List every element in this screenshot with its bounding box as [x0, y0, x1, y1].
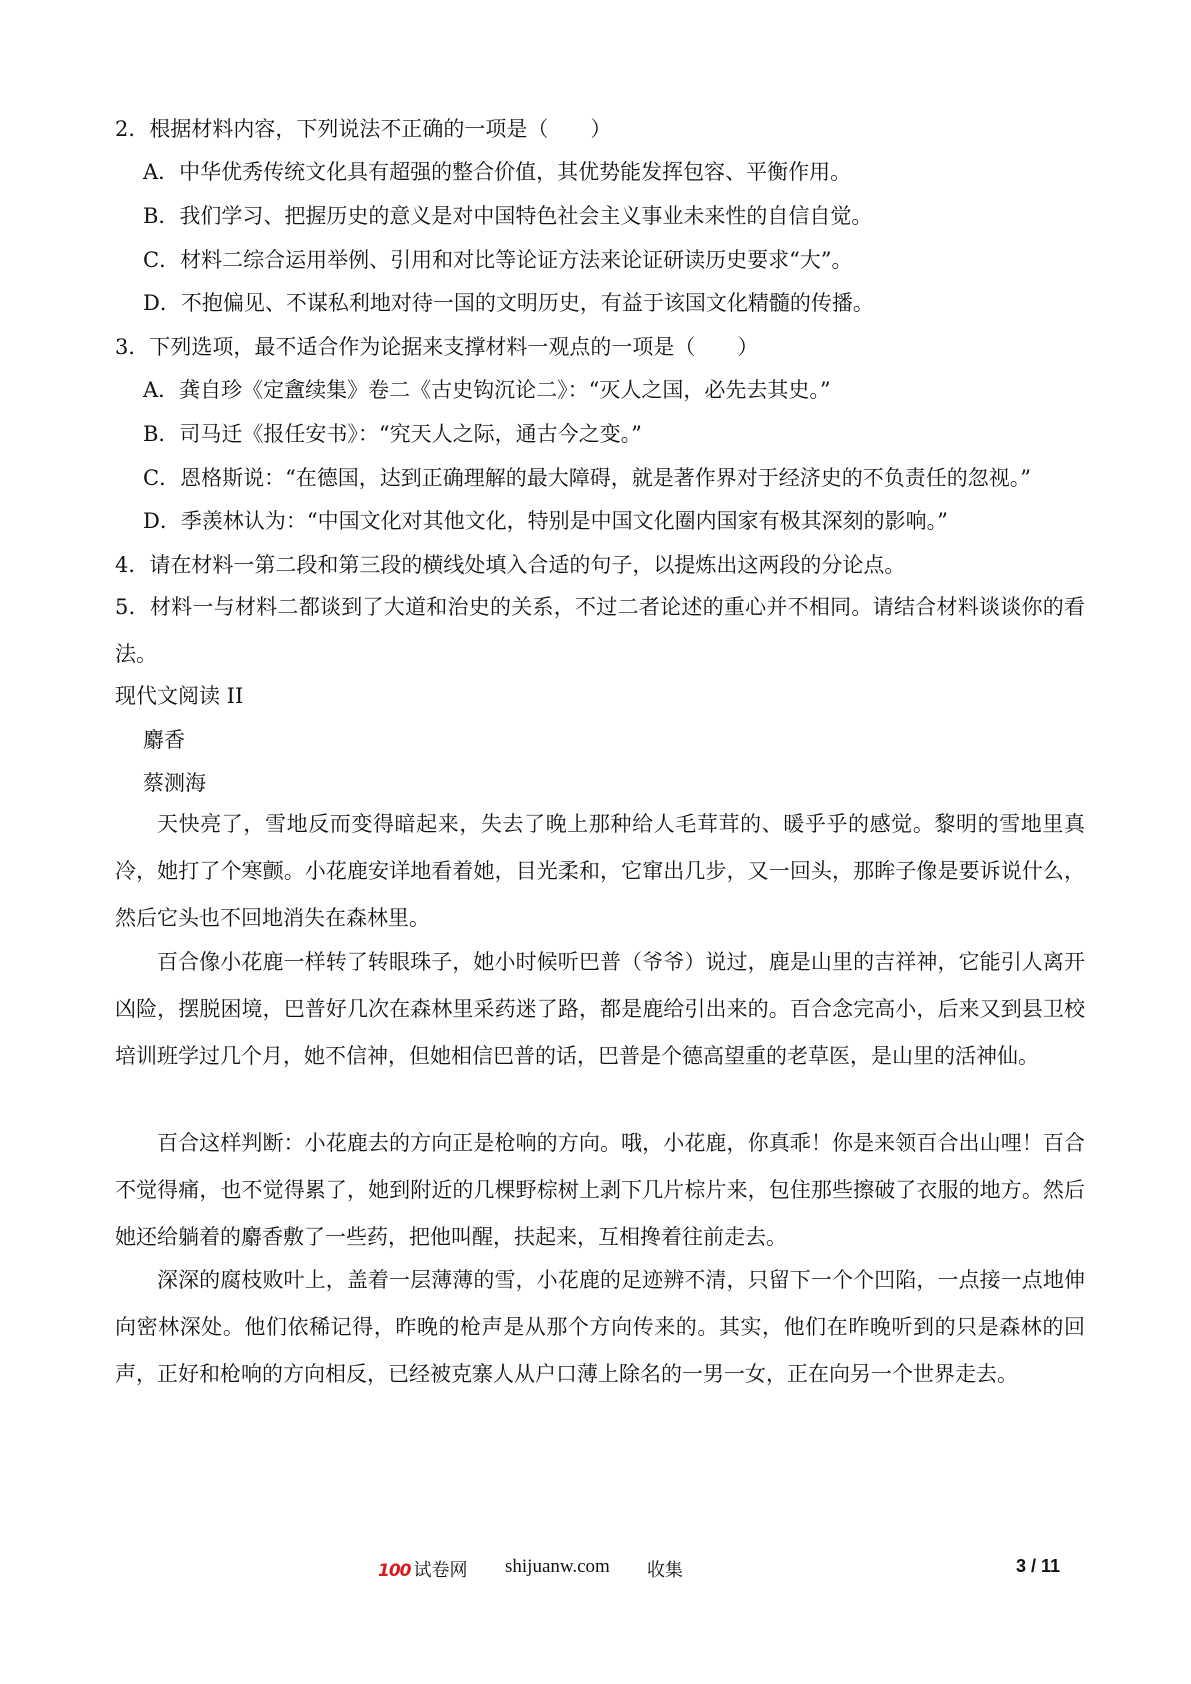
article-paragraph-4: 深深的腐枝败叶上，盖着一层薄薄的雪，小花鹿的足迹辨不清，只留下一个个凹陷，一点接一点地伸向密林深处。他们依稀记得，昨晚的枪声是从那个方向传来的。其实，他们在昨晚听到的只是森林的回声，正好和枪响的方向相反，已经被克寨人从户口薄上除名的一男一女，正在向另一个世界走去。	[115, 1268, 1085, 1386]
article-title: 麝香	[143, 728, 185, 752]
site-logo	[378, 1556, 468, 1582]
logo-text: 试卷网	[413, 1560, 468, 1581]
question-5: 5．材料一与材料二都谈到了大道和治史的关系，不过二者论述的重心并不相同。请结合材料谈谈你的看法。	[115, 595, 1085, 666]
question-3-option-c: C．恩格斯说：“在德国，达到正确理解的最大障碍，就是著作界对于经济史的不负责任的忽视。”	[143, 466, 1032, 490]
collect-label: 收集	[647, 1560, 683, 1581]
logo-number: 100	[378, 1561, 411, 1581]
page-footer	[0, 1556, 1191, 1586]
article-author: 蔡测海	[143, 771, 206, 795]
question-3-stem: 3．下列选项，最不适合作为论据来支撑材料一观点的一项是（ ）	[115, 335, 759, 359]
page-number: 3 / 11	[1016, 1556, 1061, 1576]
question-4: 4．请在材料一第二段和第三段的横线处填入合适的句子，以提炼出这两段的分论点。	[115, 553, 906, 577]
question-2-option-c: C．材料二综合运用举例、引用和对比等论证方法来论证研读历史要求“大”。	[143, 248, 853, 272]
section-title: 现代文阅读 II	[115, 684, 244, 708]
article-paragraph-1: 天快亮了，雪地反而变得暗起来，失去了晚上那种给人毛茸茸的、暖乎乎的感觉。黎明的雪地里真冷，她打了个寒颤。小花鹿安详地看着她，目光柔和，它窜出几步，又一回头，那眸子像是要诉说什么，然后它头也不回地消失在森林里。	[115, 812, 1085, 930]
article-paragraph-3: 百合这样判断：小花鹿去的方向正是枪响的方向。哦，小花鹿，你真乖！你是来领百合出山哩！百合不觉得痛，也不觉得累了，她到附近的几棵野棕树上剥下几片棕片来，包住那些擦破了衣服的地方。然后她还给躺着的麝香敷了一些药，把他叫醒，扶起来，互相搀着往前走去。	[115, 1131, 1085, 1249]
question-3-option-b: B．司马迁《报任安书》：“究天人之际，通古今之变。”	[143, 422, 642, 446]
question-3-option-a: A．龚自珍《定盦续集》卷二《古史钩沉论二》：“灭人之国，必先去其史。”	[143, 378, 831, 402]
question-2-option-d: D．不抱偏见、不谋私利地对待一国的文明历史，有益于该国文化精髓的传播。	[143, 291, 874, 315]
question-2-stem: 2．根据材料内容，下列说法不正确的一项是（ ）	[115, 117, 612, 141]
question-2-option-b: B．我们学习、把握历史的意义是对中国特色社会主义事业未来性的自信自觉。	[143, 204, 873, 228]
question-2-option-a: A．中华优秀传统文化具有超强的整合价值，其优势能发挥包容、平衡作用。	[143, 160, 852, 184]
site-url: shijuanw.com	[505, 1556, 610, 1577]
article-paragraph-2: 百合像小花鹿一样转了转眼珠子，她小时候听巴普（爷爷）说过，鹿是山里的吉祥神，它能引人离开凶险，摆脱困境，巴普好几次在森林里采药迷了路，都是鹿给引出来的。百合念完高小，后来又到县卫校培训班学过几个月，她不信神，但她相信巴普的话，巴普是个德高望重的老草医，是山里的活神仙。	[115, 950, 1085, 1068]
question-3-option-d: D．季羡林认为：“中国文化对其他文化，特别是中国文化圈内国家有极其深刻的影响。”	[143, 509, 948, 533]
